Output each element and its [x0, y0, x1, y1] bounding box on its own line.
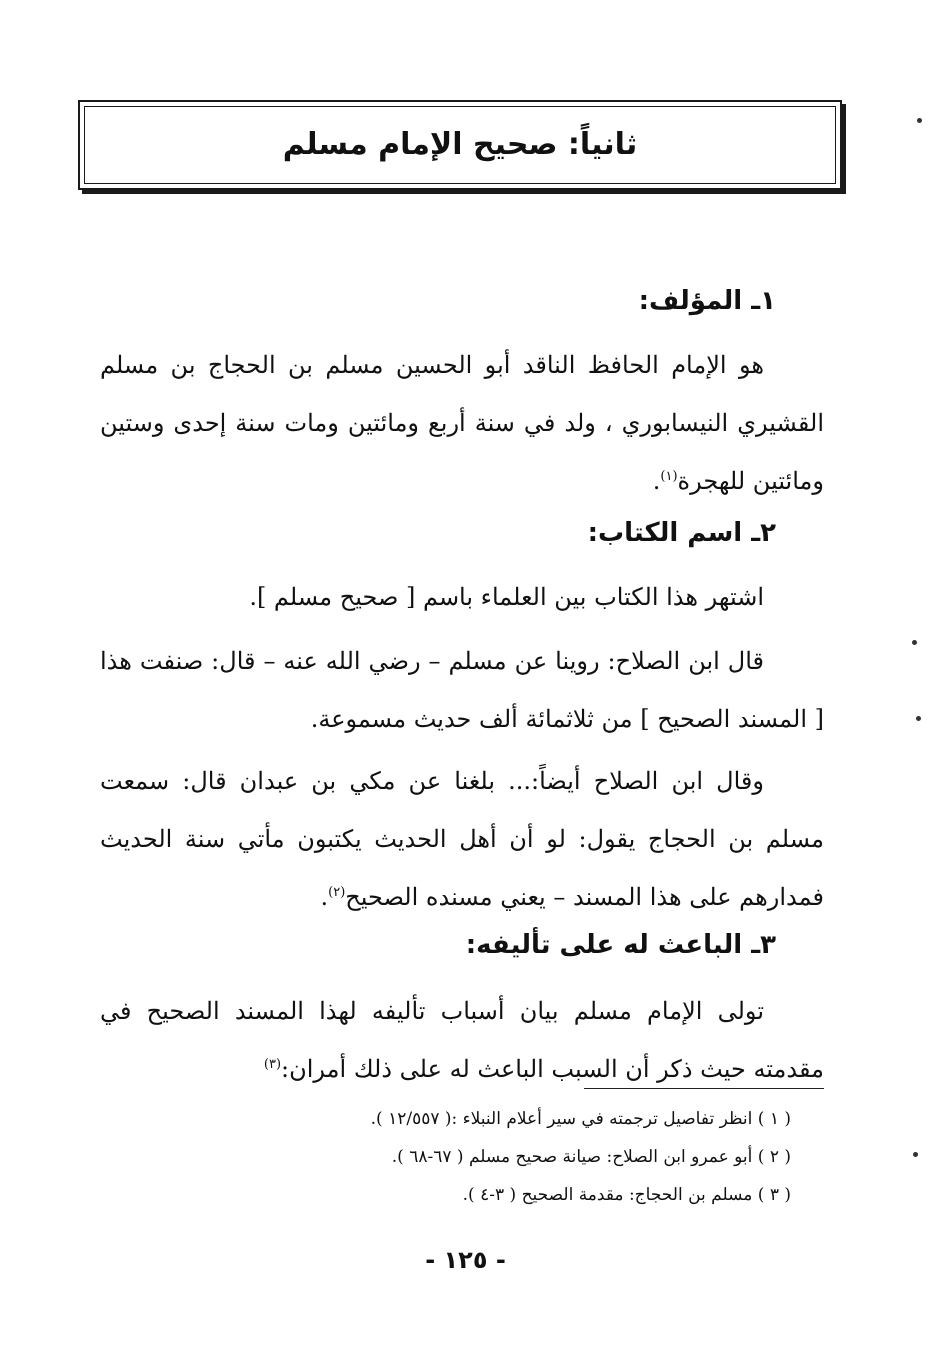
- section-heading-author: ١ـ المؤلف:: [638, 286, 776, 316]
- section-heading-book-name: ٢ـ اسم الكتاب:: [587, 518, 776, 548]
- footnotes: [131, 1100, 791, 1214]
- paragraph-book-name: [100, 568, 824, 626]
- scan-speck: [916, 716, 921, 721]
- footnote-separator: [584, 1088, 824, 1089]
- paragraph-text: هو الإمام الحافظ الناقد أبو الحسين مسلم بن الحجاج بن مسلم القشيري النيسابوري ، ولد في سنة أربع ومائتين ومات سنة إحدى وستين ومائتين للهجرة$^{(١)}$.: [100, 351, 824, 495]
- footnote-ref: (٣): [263, 1057, 282, 1072]
- section-heading-motive: ٣ـ الباعث له على تأليفه:: [465, 930, 776, 960]
- paragraph-text: اشتهر هذا الكتاب بين العلماء باسم [ صحيح مسلم ].: [249, 583, 764, 611]
- title-frame: [78, 100, 842, 190]
- paragraph-text: تولى الإمام مسلم بيان أسباب تأليفه لهذا المسند الصحيح في مقدمته حيث ذكر أن السبب الباعث له على ذلك أمران:$^{(٣)}$: [100, 997, 824, 1083]
- scan-speck: [917, 118, 922, 123]
- paragraph-author: [100, 336, 824, 510]
- page-number: - ١٢٥ -: [425, 1246, 506, 1274]
- footnote-3: ( ٣ ) مسلم بن الحجاج: مقدمة الصحيح ( ٣-٤ ).: [462, 1185, 791, 1205]
- paragraph-ibn-salah-quote: [100, 632, 824, 748]
- footnote-2: ( ٢ ) أبو عمرو ابن الصلاح: صيانة صحيح مسلم ( ٦٧-٦٨ ).: [391, 1147, 791, 1167]
- footnote-ref: (١): [660, 469, 678, 484]
- paragraph-text: قال ابن الصلاح: روينا عن مسلم – رضي الله عنه – قال: صنفت هذا [ المسند الصحيح ] من ثلاثمائة ألف حديث مسموعة.: [100, 647, 824, 733]
- paragraph-motive: [100, 982, 824, 1098]
- page-title: ثانياً: صحيح الإمام مسلم: [282, 127, 638, 162]
- paragraph-text: وقال ابن الصلاح أيضاً:... بلغنا عن مكي بن عبدان قال: سمعت مسلم بن الحجاج يقول: لو أن أهل الحديث يكتبون مأتي سنة الحديث فمدارهم على هذا المسند – يعني مسنده الصحيح$^{(٢)}$.: [100, 767, 824, 911]
- scan-speck: [913, 1152, 918, 1157]
- footnote-1: ( ١ ) انظر تفاصيل ترجمته في سير أعلام النبلاء :( ١٢/٥٥٧ ).: [370, 1109, 791, 1129]
- footnote-ref: (٢): [328, 885, 346, 900]
- scan-speck: [912, 640, 917, 645]
- paragraph-makki-quote: [100, 752, 824, 926]
